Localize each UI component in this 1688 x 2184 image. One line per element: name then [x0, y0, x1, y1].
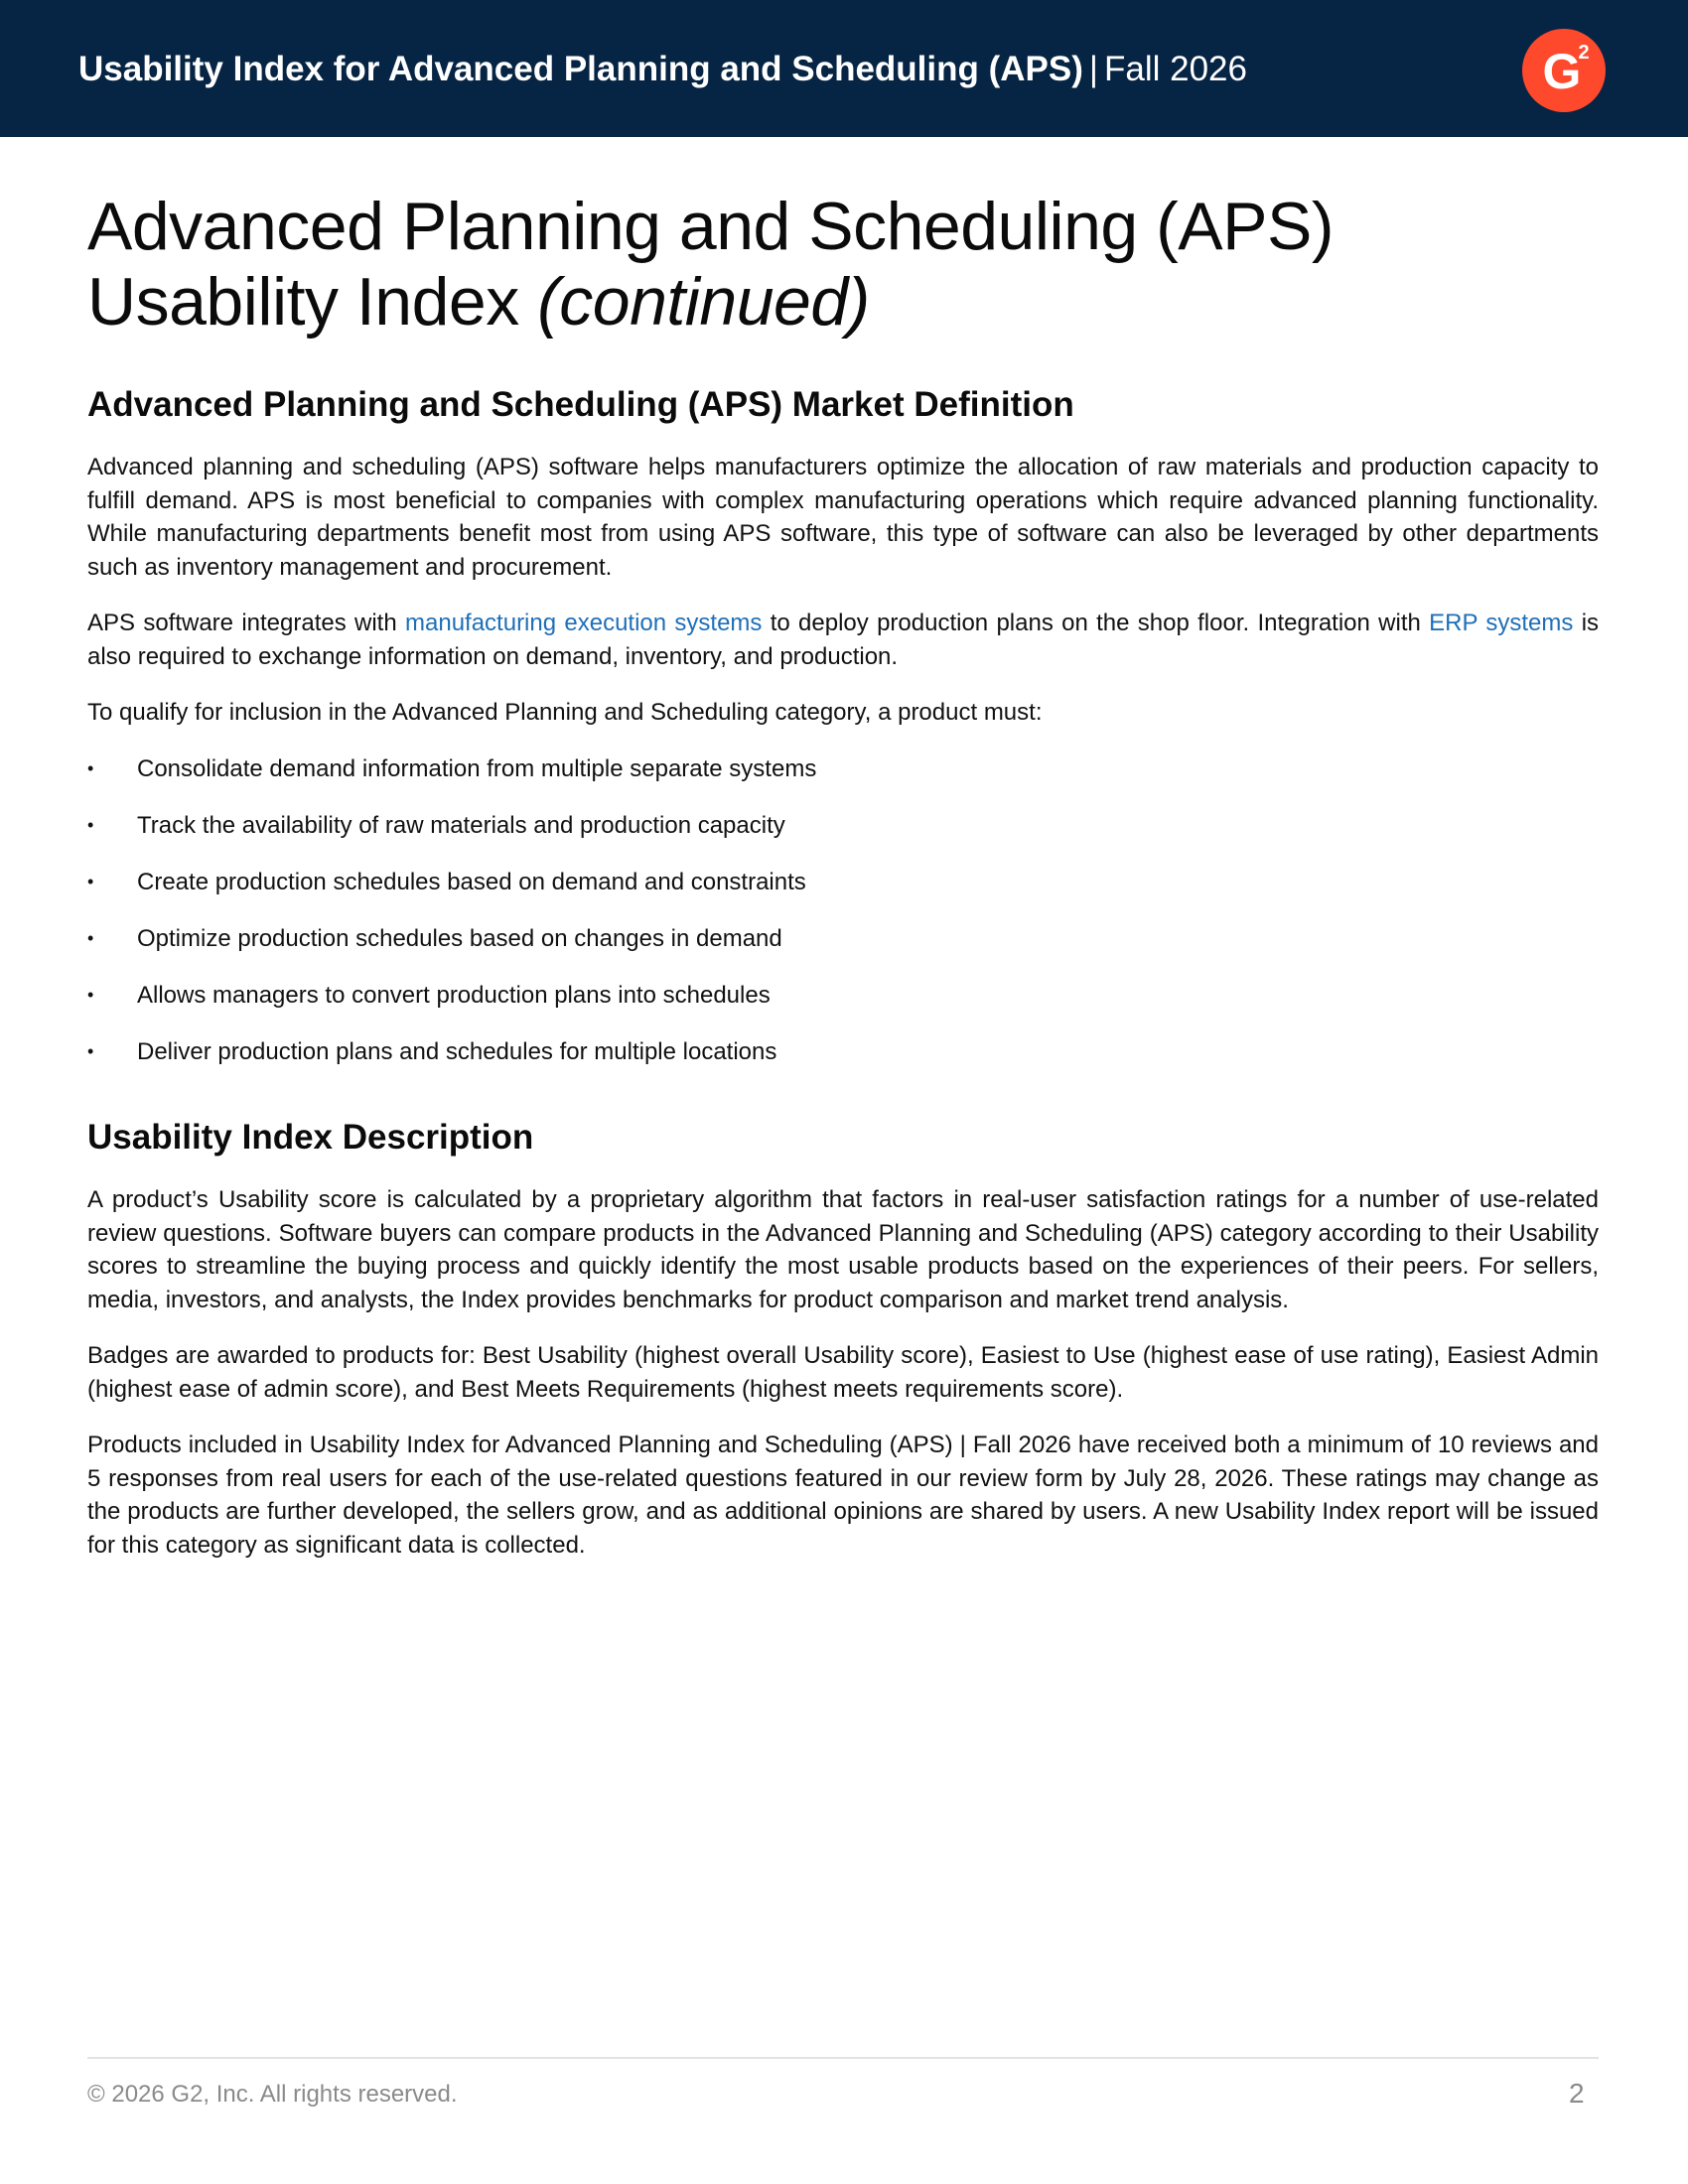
page-number: 2 [1569, 2078, 1585, 2109]
integration-text-before: APS software integrates with [87, 610, 405, 636]
bullet-icon: • [87, 814, 94, 835]
list-item [87, 1035, 1599, 1069]
bullet-icon: • [87, 1040, 94, 1061]
criteria-text: Deliver production plans and schedules for multiple locations [137, 1037, 777, 1065]
criteria-text: Consolidate demand information from multiple separate systems [137, 754, 817, 782]
footer-divider [87, 2057, 1599, 2059]
report-season: Fall 2026 [1103, 50, 1247, 88]
qualify-intro: To qualify for inclusion in the Advanced Planning and Scheduling category, a product must: [87, 699, 1043, 726]
integration-paragraph [87, 607, 1599, 673]
criteria-text: Track the availability of raw materials and production capacity [137, 811, 785, 839]
g2-logo-superscript: 2 [1578, 42, 1590, 64]
list-item [87, 922, 1599, 956]
page-title-line1: Advanced Planning and Scheduling (APS) [87, 189, 1334, 264]
criteria-text: Allows managers to convert production plans into schedules [137, 981, 771, 1009]
report-header-title [78, 48, 1247, 91]
list-item [87, 866, 1599, 899]
list-item [87, 979, 1599, 1013]
erp-systems-link[interactable]: ERP systems [1429, 610, 1574, 636]
mes-link[interactable]: manufacturing execution systems [405, 610, 763, 636]
integration-text-after: is also required to exchange information on demand, inventory, and production. [87, 610, 1600, 670]
list-item [87, 809, 1599, 843]
page-title [87, 189, 1599, 340]
page-title-continued: (continued) [537, 264, 870, 340]
bullet-icon: • [87, 757, 94, 778]
criteria-list [87, 752, 1599, 1069]
criteria-text: Optimize production schedules based on changes in demand [137, 924, 782, 952]
report-header-bar [0, 0, 1688, 137]
g2-logo-letter: G [1542, 44, 1582, 99]
page-title-line2: Usability Index [87, 264, 519, 340]
integration-text-middle: to deploy production plans on the shop floor. Integration with [762, 610, 1430, 636]
list-item [87, 752, 1599, 786]
bullet-icon: • [87, 871, 94, 891]
market-definition-heading: Advanced Planning and Scheduling (APS) Market Definition [87, 385, 1074, 424]
g2-logo-icon [1522, 29, 1606, 112]
bullet-icon: • [87, 927, 94, 948]
bullet-icon: • [87, 984, 94, 1005]
criteria-text: Create production schedules based on demand and constraints [137, 868, 806, 895]
header-separator: | [1088, 50, 1098, 88]
market-definition-paragraph: Advanced planning and scheduling (APS) software helps manufacturers optimize the allocation of raw materials and production capacity to fulfill demand. APS is most beneficial to companies with complex manufacturing operations which require advanced planning functionality. While manufacturing departments benefit most from using APS software, this type of software can also be leveraged by other departments such as inventory management and procurement. [87, 454, 1599, 581]
report-name: Usability Index for Advanced Planning and Scheduling (APS) [78, 50, 1083, 88]
inclusion-paragraph: Products included in Usability Index for Advanced Planning and Scheduling (APS) | Fall 2026 have received both a minimum of 10 reviews and 5 responses from real users for each of the use-related questions featured in our review form by July 28, 2026. These ratings may change as the products are further developed, the sellers grow, and as additional opinions are shared by users. A new Usability Index report will be issued for this category as significant data is collected. [87, 1432, 1599, 1559]
usability-score-paragraph: A product’s Usability score is calculated by a proprietary algorithm that factors in real-user satisfaction ratings for a number of use-related review questions. Software buyers can compare products in the Advanced Planning and Scheduling (APS) category according to their Usability scores to streamline the buying process and quickly identify the most usable products based on the experiences of their peers. For sellers, media, investors, and analysts, the Index provides benchmarks for product comparison and market trend analysis. [87, 1186, 1599, 1313]
usability-description-heading: Usability Index Description [87, 1118, 534, 1157]
page-content [87, 189, 1599, 1562]
footer-copyright: © 2026 G2, Inc. All rights reserved. [87, 2081, 458, 2108]
badges-paragraph: Badges are awarded to products for: Best Usability (highest overall Usability score), Easiest to Use (highest ease of use rating), Easiest Admin (highest ease of admin score), and Best Meets Requirements (highest meets requirements score). [87, 1342, 1599, 1403]
